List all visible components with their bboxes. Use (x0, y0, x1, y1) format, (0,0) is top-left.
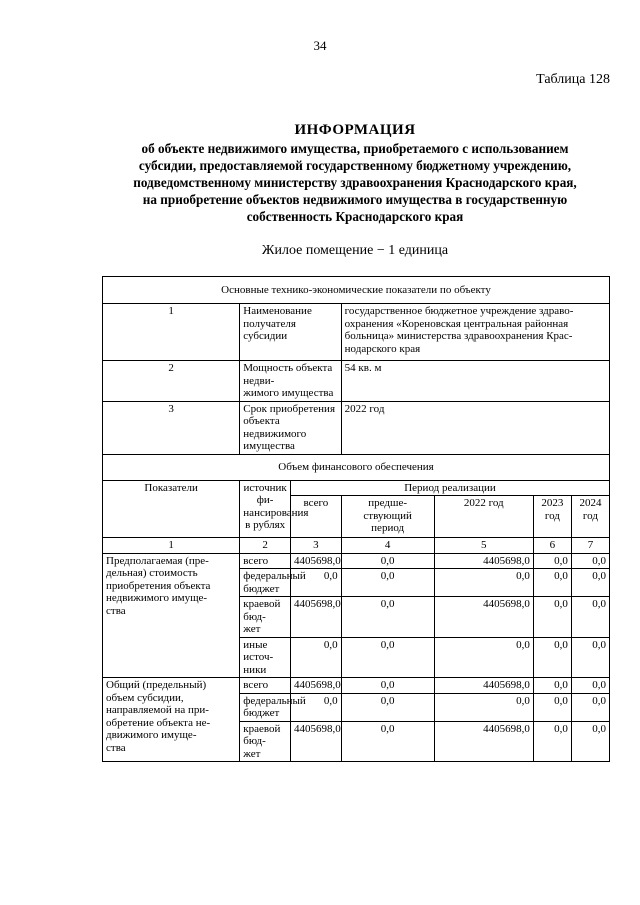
value-2023: 0,0 (533, 678, 571, 694)
funding-source (240, 553, 291, 569)
value-2022: 4405698,0 (434, 553, 533, 569)
year-2024-header (571, 496, 609, 538)
info-row-label-line: Мощность объекта недви- (243, 362, 333, 387)
indicator-label-line: недвижимого имуще- (106, 592, 208, 604)
info-row-value-line: больница» министерства здравоохранения Крас- (344, 330, 573, 342)
table-row (103, 553, 610, 569)
year-2022-header: 2022 год (434, 496, 533, 538)
column-number: 3 (290, 538, 341, 554)
column-number: 7 (571, 538, 609, 554)
column-number: 6 (533, 538, 571, 554)
document-title: ИНФОРМАЦИЯ (294, 122, 416, 138)
subtitle-line: об объекте недвижимого имущества, приобретаемого с использованием (141, 141, 569, 156)
value-2023: 0,0 (533, 721, 571, 762)
funding-source (240, 678, 291, 694)
source-header-line: источник фи- (243, 481, 287, 506)
main-section-header: Основные технико-экономические показатели по объекту (103, 277, 610, 304)
value-previous: 0,0 (341, 678, 434, 694)
value-2022: 4405698,0 (434, 721, 533, 762)
column-number: 2 (240, 538, 291, 554)
info-table (102, 276, 610, 762)
info-row-label (240, 304, 341, 361)
info-row-number: 3 (103, 401, 240, 454)
indicator-label-line: объем субсидии, (106, 691, 184, 704)
table-reference: Таблица 128 (536, 72, 610, 87)
info-row-value (341, 304, 609, 361)
column-number-row (103, 538, 610, 554)
value-previous: 0,0 (341, 597, 434, 638)
funding-source-line: краевой бюд- (243, 722, 281, 747)
funding-source (240, 693, 306, 721)
value-previous: 0,0 (341, 569, 434, 597)
info-row-value (341, 401, 609, 454)
indicators-header: Показатели (103, 480, 240, 538)
column-number: 4 (341, 538, 434, 554)
indicator-label-line: ства (106, 741, 126, 754)
funding-source-line: федеральный (243, 570, 306, 582)
value-2023: 0,0 (533, 693, 571, 721)
value-2022: 4405698,0 (434, 597, 533, 638)
value-total: 0,0 (290, 569, 341, 597)
info-row (103, 401, 610, 454)
value-2024: 0,0 (571, 569, 609, 597)
document-subtitle (95, 140, 615, 225)
subtitle-line: на приобретение объектов недвижимого имущества в государственную (142, 192, 568, 207)
value-2023: 0,0 (533, 569, 571, 597)
value-previous: 0,0 (341, 721, 434, 762)
year-2023-header (533, 496, 571, 538)
funding-source-line: краевой бюд- (243, 598, 281, 623)
indicator-label-line: Общий (предельный) (106, 679, 207, 691)
value-2023: 0,0 (533, 553, 571, 569)
value-total: 4405698,0 (290, 678, 341, 694)
funding-source-line: ники (243, 663, 267, 676)
funding-source-line: федеральный (243, 694, 306, 707)
value-previous: 0,0 (341, 553, 434, 569)
source-header-line: в рублях (245, 519, 286, 531)
previous-period-header-line: период (371, 522, 405, 534)
info-row-value (341, 361, 609, 402)
year-2023-header-line: 2023 (541, 497, 564, 509)
info-row-value-line: 2022 год (344, 402, 385, 415)
info-row-label-line: Наименование получателя (243, 305, 312, 330)
funding-source (240, 721, 291, 762)
period-header: Период реализации (290, 480, 609, 496)
source-header (240, 480, 309, 538)
value-previous: 0,0 (341, 637, 434, 678)
value-2024: 0,0 (571, 721, 609, 762)
year-2024-header-line: год (582, 509, 598, 522)
funding-source (240, 569, 306, 597)
value-2022: 4405698,0 (434, 678, 533, 694)
column-number: 1 (103, 538, 240, 554)
indicator-label-line: дельная) стоимость (106, 567, 198, 579)
header-row (103, 480, 610, 496)
info-row-value-line: нодарского края (344, 342, 421, 355)
funding-source-line: жет (243, 623, 261, 635)
indicator-label-line: движимого имуще- (106, 729, 197, 741)
value-total: 4405698,0 (290, 721, 341, 762)
info-row-label (240, 401, 341, 454)
funding-source-line: иные источ- (243, 638, 274, 663)
value-previous: 0,0 (341, 693, 434, 721)
subtitle-line: подведомственному министерству здравоохранения Краснодарского края, (133, 175, 577, 190)
indicator-label-line: Предполагаемая (пре- (106, 554, 209, 567)
subtitle-line: собственность Краснодарского края (246, 209, 464, 224)
year-2024-header-line: 2024 (579, 497, 602, 509)
funding-source-line: жет (243, 747, 261, 760)
value-2024: 0,0 (571, 678, 609, 694)
funding-source-line: бюджет (243, 582, 280, 595)
indicator-label-line: приобретения объекта (106, 579, 211, 592)
section-row (103, 277, 610, 304)
info-row-value-line: государственное бюджетное учреждение здраво- (344, 305, 574, 317)
funding-source-line: бюджет (243, 707, 280, 719)
value-total: 0,0 (290, 637, 341, 678)
info-row-label-line: недвижимого имущества (243, 427, 307, 452)
info-row-number: 1 (103, 304, 240, 361)
funding-source (240, 637, 291, 678)
value-2022: 0,0 (434, 569, 533, 597)
indicator-label-line: обретение объекта не- (106, 716, 211, 729)
info-row-value-line: охранения «Кореновская центральная районная (344, 317, 569, 330)
indicator-label (103, 553, 240, 678)
info-row-label (240, 361, 341, 402)
info-row (103, 361, 610, 402)
info-row-label-line: субсидии (243, 330, 288, 342)
funding-source-line: всего (243, 679, 269, 691)
info-row-value-line: 54 кв. м (344, 362, 382, 374)
section-row (103, 454, 610, 480)
year-2023-header-line: год (544, 509, 560, 522)
previous-period-header-line: предше- (368, 497, 408, 509)
total-header: всего (290, 496, 341, 538)
value-2024: 0,0 (571, 693, 609, 721)
value-2024: 0,0 (571, 553, 609, 569)
previous-period-header (341, 496, 434, 538)
value-2022: 0,0 (434, 693, 533, 721)
info-row-label-line: Срок приобретения объекта (243, 402, 336, 427)
indicator-label-line: ства (106, 604, 126, 617)
indicator-label (103, 678, 240, 762)
value-2023: 0,0 (533, 637, 571, 678)
value-2023: 0,0 (533, 597, 571, 638)
value-2022: 0,0 (434, 637, 533, 678)
finance-section-header: Объем финансового обеспечения (103, 454, 610, 480)
value-total: 4405698,0 (290, 597, 341, 638)
object-subheading: Жилое помещение − 1 единица (261, 243, 449, 258)
table-row (103, 678, 610, 694)
value-total: 0,0 (290, 693, 341, 721)
value-total: 4405698,0 (290, 553, 341, 569)
value-2024: 0,0 (571, 597, 609, 638)
source-header-line: нансирования (243, 506, 309, 519)
info-row-number: 2 (103, 361, 240, 402)
column-number: 5 (434, 538, 533, 554)
funding-source (240, 597, 291, 638)
value-2024: 0,0 (571, 637, 609, 678)
info-row-label-line: жимого имущества (243, 387, 334, 399)
info-row (103, 304, 610, 361)
previous-period-header-line: ствующий (363, 509, 412, 522)
funding-source-line: всего (243, 554, 269, 567)
page-number: 34 (313, 38, 327, 53)
indicator-label-line: направляемой на при- (106, 704, 209, 716)
subtitle-line: субсидии, предоставляемой государственному бюджетному учреждению, (138, 158, 572, 173)
document-heading (95, 120, 615, 225)
